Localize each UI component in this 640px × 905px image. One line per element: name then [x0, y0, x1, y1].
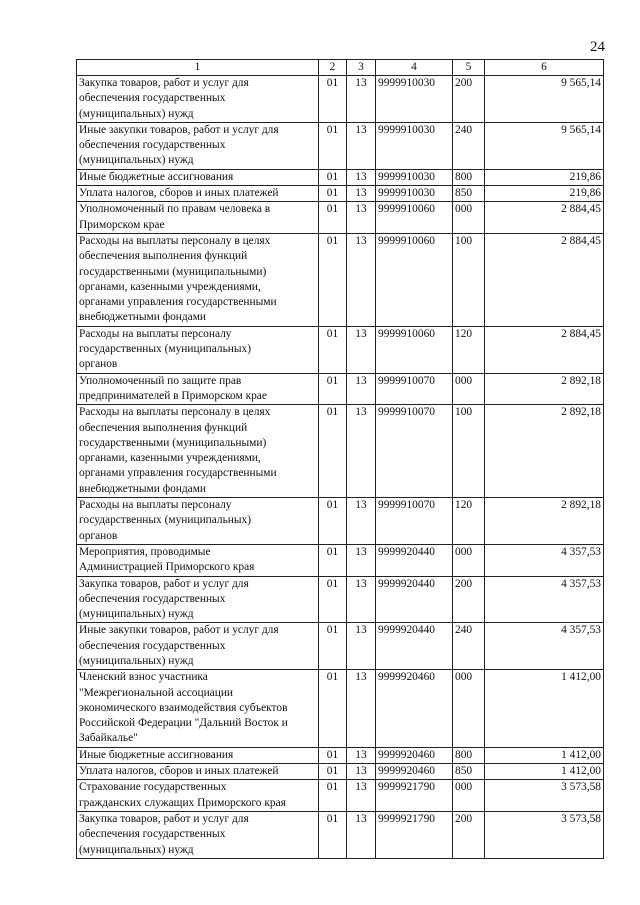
row-section-text: 01: [326, 77, 339, 89]
row-amount-text: 1 412,00: [561, 748, 601, 761]
row-amount: [485, 373, 604, 405]
row-subsection-text: 13: [355, 624, 367, 637]
row-expense-type-text: 120: [455, 499, 473, 512]
table-row: [77, 498, 604, 545]
row-name-text: Закупка товаров, работ и услуг для обеспечения государственных (муниципальных) нужд: [79, 577, 249, 621]
row-subsection-text: 13: [355, 123, 367, 136]
row-section: [319, 76, 347, 123]
row-section: [319, 186, 347, 202]
table-row: [77, 186, 604, 202]
row-name: [77, 780, 319, 812]
row-amount: [485, 623, 604, 670]
table-row: [77, 169, 604, 185]
row-expense-type-text: 200: [455, 812, 473, 825]
row-target-article-text: 9999910030: [378, 77, 435, 89]
row-name-text: Мероприятия, проводимые Администрацией Приморского края: [79, 545, 255, 574]
row-name: [77, 498, 319, 545]
row-target-article: [376, 233, 453, 326]
row-section: [319, 764, 347, 780]
row-expense-type-text: 800: [455, 170, 473, 183]
row-expense-type: [453, 544, 485, 576]
row-expense-type-text: 100: [455, 234, 473, 247]
row-amount: [485, 670, 604, 747]
table-row: [77, 623, 604, 670]
row-amount-text: 2 892,18: [561, 499, 601, 512]
row-subsection-text: 13: [355, 234, 367, 247]
row-section-text: 01: [326, 203, 339, 216]
row-name-text: Уплата налогов, сборов и иных платежей: [79, 187, 279, 200]
row-expense-type-text: 000: [455, 671, 473, 684]
row-name-text: Закупка товаров, работ и услуг для обеспечения государственных (муниципальных) нужд: [79, 812, 249, 856]
row-amount: [485, 576, 604, 623]
row-name-text: Расходы на выплаты персоналу государственных (муниципальных) органов: [79, 499, 252, 542]
table-row: [77, 764, 604, 780]
row-section: [319, 169, 347, 185]
row-name-text: Уполномоченный по правам человека в Приморском крае: [79, 203, 271, 231]
row-expense-type-text: 000: [455, 781, 473, 794]
row-subsection: [347, 326, 376, 373]
row-subsection: [347, 544, 376, 576]
row-amount-text: 4 357,53: [561, 624, 601, 637]
row-section-text: 01: [326, 187, 339, 200]
row-target-article: [376, 326, 453, 373]
row-subsection: [347, 76, 376, 123]
row-target-article-text: 9999910030: [378, 187, 435, 200]
row-amount-text: 9 565,14: [561, 123, 601, 136]
row-expense-type: [453, 498, 485, 545]
row-expense-type-text: 100: [455, 406, 473, 419]
row-amount-text: 2 892,18: [561, 406, 601, 419]
row-target-article: [376, 623, 453, 670]
row-target-article: [376, 811, 453, 858]
header-col-5: 5: [453, 60, 485, 76]
row-section: [319, 498, 347, 545]
row-name: [77, 670, 319, 747]
row-subsection-text: 13: [355, 406, 367, 419]
row-target-article-text: 9999920460: [378, 671, 435, 684]
row-amount: [485, 498, 604, 545]
row-name: [77, 169, 319, 185]
row-amount-text: 4 357,53: [561, 545, 601, 558]
row-target-article-text: 9999921790: [378, 812, 435, 825]
table-row: [77, 202, 604, 234]
header-col-6: 6: [485, 60, 604, 76]
row-target-article: [376, 169, 453, 185]
row-amount-text: 2 892,18: [561, 374, 601, 387]
row-subsection: [347, 186, 376, 202]
row-section-text: 01: [326, 327, 339, 340]
row-amount-text: 3 573,58: [561, 812, 601, 825]
budget-table: [76, 59, 604, 859]
row-subsection: [347, 373, 376, 405]
row-amount-text: 2 884,45: [561, 203, 601, 216]
row-section-text: 01: [326, 781, 339, 794]
row-section-text: 01: [326, 671, 339, 684]
row-section: [319, 326, 347, 373]
row-name-text: Расходы на выплаты персоналу государственных (муниципальных) органов: [79, 327, 252, 371]
table-row: [77, 747, 604, 763]
table-row: [77, 405, 604, 498]
row-amount-text: 4 357,53: [561, 577, 601, 590]
header-col-1: 1: [77, 60, 319, 76]
row-expense-type: [453, 670, 485, 747]
row-subsection-text: 13: [355, 374, 367, 387]
row-expense-type-text: 800: [455, 748, 473, 761]
row-target-article-text: 9999910060: [378, 234, 435, 247]
row-name: [77, 202, 319, 234]
row-name-text: Расходы на выплаты персоналу в целях обеспечения выполнения функций государственными (муниципальными) органами, казенными учреждениями, органами управления государственными внебюджетными фондами: [79, 406, 277, 495]
row-target-article-text: 9999910060: [378, 327, 435, 340]
row-subsection: [347, 405, 376, 498]
row-target-article-text: 9999920440: [378, 545, 435, 558]
row-amount: [485, 233, 604, 326]
row-name: [77, 764, 319, 780]
table-body: [77, 76, 604, 859]
row-expense-type-text: 120: [455, 327, 473, 340]
row-target-article-text: 9999920440: [378, 624, 435, 637]
row-name-text: Членский взнос участника "Межрегиональной ассоциации экономического взаимодействия субъектов Российской Федерации "Дальний Восток и Забайкалье": [79, 671, 288, 745]
row-subsection: [347, 576, 376, 623]
row-target-article-text: 9999910070: [378, 499, 435, 512]
row-amount: [485, 202, 604, 234]
row-amount: [485, 76, 604, 123]
row-amount: [485, 780, 604, 812]
row-section: [319, 623, 347, 670]
row-name-text: Закупка товаров, работ и услуг для обеспечения государственных (муниципальных) нужд: [79, 77, 249, 120]
row-target-article: [376, 544, 453, 576]
table-row: [77, 670, 604, 747]
row-expense-type: [453, 405, 485, 498]
row-section-text: 01: [326, 812, 339, 825]
row-expense-type-text: 240: [455, 624, 473, 637]
row-name-text: Иные бюджетные ассигнования: [79, 170, 234, 183]
row-name: [77, 623, 319, 670]
row-name: [77, 373, 319, 405]
row-expense-type-text: 000: [455, 203, 473, 216]
row-target-article-text: 9999921790: [378, 781, 435, 794]
row-section: [319, 373, 347, 405]
row-amount-text: 219,86: [569, 170, 601, 183]
row-name-text: Иные бюджетные ассигнования: [79, 748, 234, 761]
header-col-4: 4: [376, 60, 453, 76]
row-target-article-text: 9999910070: [378, 374, 435, 387]
row-target-article-text: 9999920460: [378, 765, 435, 778]
row-target-article-text: 9999920460: [378, 748, 435, 761]
row-expense-type-text: 850: [455, 765, 473, 778]
row-target-article-text: 9999920440: [378, 577, 435, 590]
table-row: [77, 811, 604, 858]
row-target-article: [376, 202, 453, 234]
row-target-article: [376, 373, 453, 405]
row-target-article: [376, 576, 453, 623]
row-name: [77, 326, 319, 373]
row-subsection: [347, 670, 376, 747]
row-subsection-text: 13: [355, 748, 367, 761]
row-amount: [485, 764, 604, 780]
row-subsection-text: 13: [355, 545, 367, 558]
row-amount-text: 3 573,58: [561, 781, 601, 794]
row-subsection: [347, 498, 376, 545]
table-row: [77, 780, 604, 812]
row-section: [319, 811, 347, 858]
row-expense-type: [453, 576, 485, 623]
row-amount: [485, 811, 604, 858]
row-target-article: [376, 498, 453, 545]
row-subsection-text: 13: [355, 327, 367, 340]
row-name-text: Страхование государственных гражданских служащих Приморского края: [79, 781, 286, 809]
row-name: [77, 233, 319, 326]
row-amount: [485, 169, 604, 185]
row-amount: [485, 186, 604, 202]
row-name-text: Расходы на выплаты персоналу в целях обеспечения выполнения функций государственными (муниципальными) органами, казенными учреждениями, органами управления государственными внебюджетными фондами: [79, 234, 277, 324]
row-target-article: [376, 122, 453, 169]
row-target-article-text: 9999910030: [378, 170, 435, 183]
row-target-article: [376, 405, 453, 498]
row-expense-type: [453, 202, 485, 234]
row-name: [77, 405, 319, 498]
table-row: [77, 233, 604, 326]
row-section: [319, 202, 347, 234]
row-subsection-text: 13: [355, 77, 367, 89]
row-section-text: 01: [326, 765, 339, 778]
row-expense-type-text: 200: [455, 577, 473, 590]
row-section: [319, 405, 347, 498]
row-subsection: [347, 202, 376, 234]
row-section-text: 01: [326, 624, 339, 637]
table-row: [77, 122, 604, 169]
row-expense-type: [453, 373, 485, 405]
row-section-text: 01: [326, 406, 339, 419]
row-subsection: [347, 623, 376, 670]
row-name-text: Уплата налогов, сборов и иных платежей: [79, 765, 279, 778]
row-section-text: 01: [326, 748, 339, 761]
row-amount: [485, 747, 604, 763]
row-target-article: [376, 780, 453, 812]
row-section: [319, 576, 347, 623]
row-amount-text: 1 412,00: [561, 765, 601, 778]
row-subsection-text: 13: [355, 203, 367, 216]
row-section: [319, 780, 347, 812]
row-section: [319, 233, 347, 326]
table-header-row: [77, 60, 604, 76]
row-subsection: [347, 780, 376, 812]
row-section-text: 01: [326, 374, 339, 387]
row-subsection-text: 13: [355, 812, 367, 825]
row-subsection: [347, 169, 376, 185]
row-target-article-text: 9999910060: [378, 203, 435, 216]
row-subsection-text: 13: [355, 671, 367, 684]
row-amount-text: 1 412,00: [561, 671, 601, 684]
row-name: [77, 76, 319, 123]
row-section-text: 01: [326, 577, 339, 590]
table-row: [77, 76, 604, 123]
row-subsection: [347, 233, 376, 326]
row-amount: [485, 122, 604, 169]
row-expense-type-text: 200: [455, 77, 473, 89]
row-expense-type: [453, 233, 485, 326]
row-expense-type: [453, 186, 485, 202]
row-subsection-text: 13: [355, 170, 367, 183]
row-expense-type: [453, 326, 485, 373]
row-expense-type-text: 850: [455, 187, 473, 200]
row-amount-text: 9 565,14: [561, 77, 601, 89]
row-expense-type: [453, 623, 485, 670]
row-section-text: 01: [326, 499, 339, 512]
row-amount-text: 2 884,45: [561, 327, 601, 340]
row-name-text: Иные закупки товаров, работ и услуг для обеспечения государственных (муниципальных) нужд: [79, 123, 279, 167]
row-target-article: [376, 186, 453, 202]
row-subsection: [347, 811, 376, 858]
row-section: [319, 747, 347, 763]
row-name: [77, 747, 319, 763]
row-target-article: [376, 76, 453, 123]
row-amount: [485, 405, 604, 498]
row-subsection: [347, 747, 376, 763]
row-subsection-text: 13: [355, 577, 367, 590]
table-row: [77, 373, 604, 405]
table-row: [77, 576, 604, 623]
row-expense-type-text: 000: [455, 374, 473, 387]
row-expense-type: [453, 747, 485, 763]
row-name: [77, 576, 319, 623]
row-name: [77, 186, 319, 202]
row-target-article-text: 9999910030: [378, 123, 435, 136]
row-target-article: [376, 670, 453, 747]
row-subsection: [347, 122, 376, 169]
row-section-text: 01: [326, 170, 339, 183]
row-expense-type-text: 000: [455, 545, 473, 558]
row-target-article: [376, 747, 453, 763]
header-col-3: 3: [347, 60, 376, 76]
table-row: [77, 326, 604, 373]
row-expense-type: [453, 780, 485, 812]
row-amount: [485, 544, 604, 576]
page-number: 24: [590, 39, 605, 55]
row-name: [77, 811, 319, 858]
row-section-text: 01: [326, 234, 339, 247]
row-name: [77, 544, 319, 576]
row-expense-type: [453, 811, 485, 858]
row-subsection-text: 13: [355, 765, 367, 778]
row-target-article-text: 9999910070: [378, 406, 435, 419]
row-section-text: 01: [326, 545, 339, 558]
row-name: [77, 122, 319, 169]
row-amount-text: 2 884,45: [561, 234, 601, 247]
row-section-text: 01: [326, 123, 339, 136]
table-row: [77, 544, 604, 576]
row-expense-type: [453, 169, 485, 185]
row-subsection-text: 13: [355, 781, 367, 794]
row-subsection-text: 13: [355, 499, 367, 512]
row-amount-text: 219,86: [569, 187, 601, 200]
header-col-2: 2: [319, 60, 347, 76]
row-subsection: [347, 764, 376, 780]
row-expense-type: [453, 76, 485, 123]
row-expense-type-text: 240: [455, 123, 473, 136]
row-subsection-text: 13: [355, 187, 367, 200]
row-section: [319, 544, 347, 576]
row-name-text: Иные закупки товаров, работ и услуг для обеспечения государственных (муниципальных) нужд: [79, 624, 279, 667]
row-section: [319, 122, 347, 169]
row-amount: [485, 326, 604, 373]
row-section: [319, 670, 347, 747]
row-name-text: Уполномоченный по защите прав предпринимателей в Приморском крае: [79, 374, 267, 402]
row-expense-type: [453, 122, 485, 169]
row-target-article: [376, 764, 453, 780]
row-expense-type: [453, 764, 485, 780]
